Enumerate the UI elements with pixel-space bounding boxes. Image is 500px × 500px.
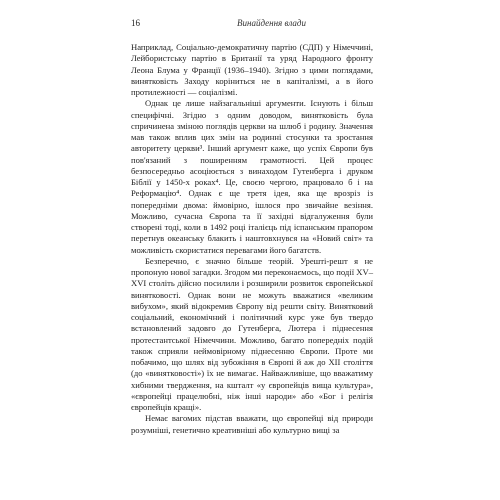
body-text: [131, 42, 373, 436]
paragraph: Однак це лише найзагальніші аргументи. Існують і більш специфічні. Згідно з одним доводом, винятковість була спричинена зміною поглядів церкви на шлюб і родину. Значення мав також вплив цих змін на родинні стосунки та зростання авторитету церкви³. Інший аргумент каже, що успіх Європи був пов'язаний з поширенням грамотності. Цей процес безпосередньо асоціюється з винаходом Гутенберга і друком Біблії у 1450-х роках⁴. Це, своєю чергою, працювало б і на Реформацію⁴. Однак є ще третя ідея, яка ще врозріз із попередніми двома: ймовірно, ішлося про звичайне везіння. Можливо, сучасна Європа та її західні відгалуження були створені тоді, коли в 1492 році італієць під іспанським прапором перетнув океанську блакить і наштовхнувся на «Новий світ» та можливість скористатися перевагами його багатств.: [131, 98, 373, 255]
paragraph: Немає вагомих підстав вважати, що європейці від природи розумніші, генетично креативніші або культурно вищі за: [131, 413, 373, 435]
page-header: [131, 17, 371, 31]
page-number: 16: [131, 18, 140, 28]
paragraph: Безперечно, є значно більше теорій. Урешті-решт я не пропоную нової загадки. Згодом ми переконаємось, що події XV–XVI століть дійсно посилили і розширили розвиток європейської винятковості. Однак вони не можуть вважатися «великим вибухом», який відокремив Європу від решти світу. Винятковий соціальний, економічний і політичний курс уже був твердо встановлений задовго до Гутенберга, Лютера і піднесення протестантської Німеччини. Можливо, багато попередніх подій також сприяли неймовірному піднесенню Європи. Проте ми побачимо, що шлях від зубожіння в Європі й аж до XII століття (до «винятковості») їх не вимагає. Найважливіше, що вважатиму хибними твердження, на кшталт «у європейців вища культура», «європейці працелюбні, ніж інші народи» або «Бог і релігія європейців кращі».: [131, 255, 373, 412]
running-title: Винайдення влади: [237, 18, 306, 28]
paragraph: Наприклад, Соціально-демократичну партію (СДП) у Німеччині, Лейбористську партію в Британії та уряд Народного фронту Леона Блума у Франції (1936–1940). Згідно з цими поглядами, винятковість Заходу коріниться не в капіталізмі, а в його протилежності — соціалізмі.: [131, 42, 373, 97]
